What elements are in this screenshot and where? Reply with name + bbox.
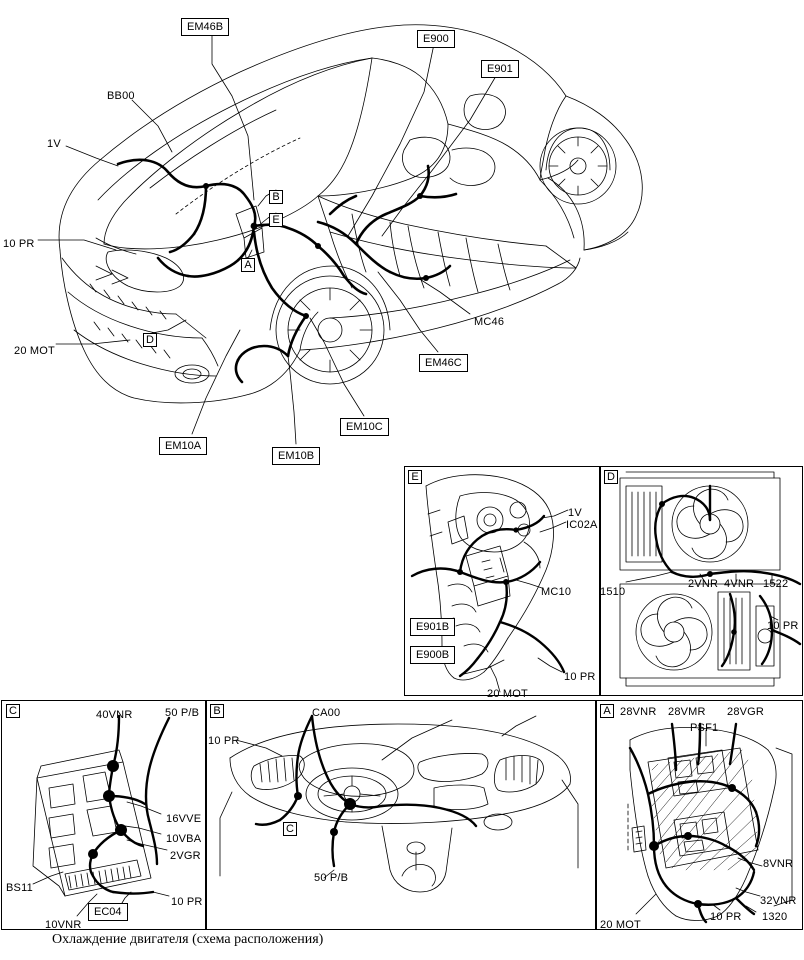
panel-key-a: A [600,704,614,718]
label-bb00: BB00 [107,90,135,102]
panel-b-callout-key-c: C [283,822,297,836]
panel-a-label-28vmr: 28VMR [668,706,706,718]
panel-d-label-1510: 1510 [600,586,626,598]
panel-key-d: D [604,470,618,484]
label-e900: E900 [417,30,455,48]
label-em10c: EM10C [340,418,389,436]
panel-a-label-32vnr: 32VNR [760,895,797,907]
label-e901: E901 [481,60,519,78]
panel-c-label-10vnr: 10VNR [45,919,82,931]
panel-a-label-1320: 1320 [762,911,788,923]
panel-key-b: B [210,704,224,718]
panel-b-label-ca00: CA00 [312,707,341,719]
panel-c-label-bs11: BS11 [6,882,33,894]
panel-a-label-28vnr: 28VNR [620,706,657,718]
label-mc46: MC46 [474,316,505,328]
label-em46c: EM46C [419,354,468,372]
panel-b-label-10pr: 10 PR [208,735,240,747]
label-em46b: EM46B [181,18,229,36]
panel-e-label-e900b: E900B [410,646,455,664]
panel-c-label-10vba: 10VBA [166,833,202,845]
callout-key-a: A [241,258,255,272]
label-em10a: EM10A [159,437,207,455]
callout-key-d: D [143,333,157,347]
panel-d-label-4vnr: 4VNR [724,578,755,590]
panel-d-label-10pr: 10 PR [767,620,799,632]
panel-e-label-1v: 1V [568,507,582,519]
callout-key-b: B [269,190,283,204]
label-20mot-main: 20 MOT [14,345,55,357]
panel-a-label-psf1: PSF1 [690,722,719,734]
panel-a-label-10pr: 10 PR [710,911,742,923]
panel-c-label-50pb: 50 P/B [165,707,200,719]
panel-c-label-16vve: 16VVE [166,813,202,825]
panel-c-label-2vgr: 2VGR [170,850,201,862]
callout-key-e: E [269,213,283,227]
panel-key-c: C [6,704,20,718]
panel-d-label-1522: 1522 [763,578,789,590]
panel-c-label-10pr: 10 PR [171,896,203,908]
panel-b-label-50pb: 50 P/B [314,872,349,884]
panel-c-label-ec04: EC04 [88,903,128,921]
panel-e-label-e901b: E901B [410,618,455,636]
panel-c-label-40vnr: 40VNR [96,709,133,721]
figure-caption: Охлаждение двигателя (схема расположения) [52,932,324,947]
panel-e-label-20mot: 20 MOT [487,688,528,700]
panel-frame-b [206,700,596,930]
label-1v-main: 1V [47,138,61,150]
panel-a-label-8vnr: 8VNR [763,858,794,870]
panel-e-label-mc10: MC10 [541,586,572,598]
panel-d-label-2vnr: 2VNR [688,578,719,590]
panel-e-label-ic02a: IC02A [566,519,598,531]
label-10pr-main: 10 PR [3,238,35,250]
panel-a-label-20mot: 20 MOT [600,919,641,931]
label-em10b: EM10B [272,447,320,465]
panel-e-label-10pr: 10 PR [564,671,596,683]
panel-a-label-28vgr: 28VGR [727,706,765,718]
panel-key-e: E [408,470,422,484]
